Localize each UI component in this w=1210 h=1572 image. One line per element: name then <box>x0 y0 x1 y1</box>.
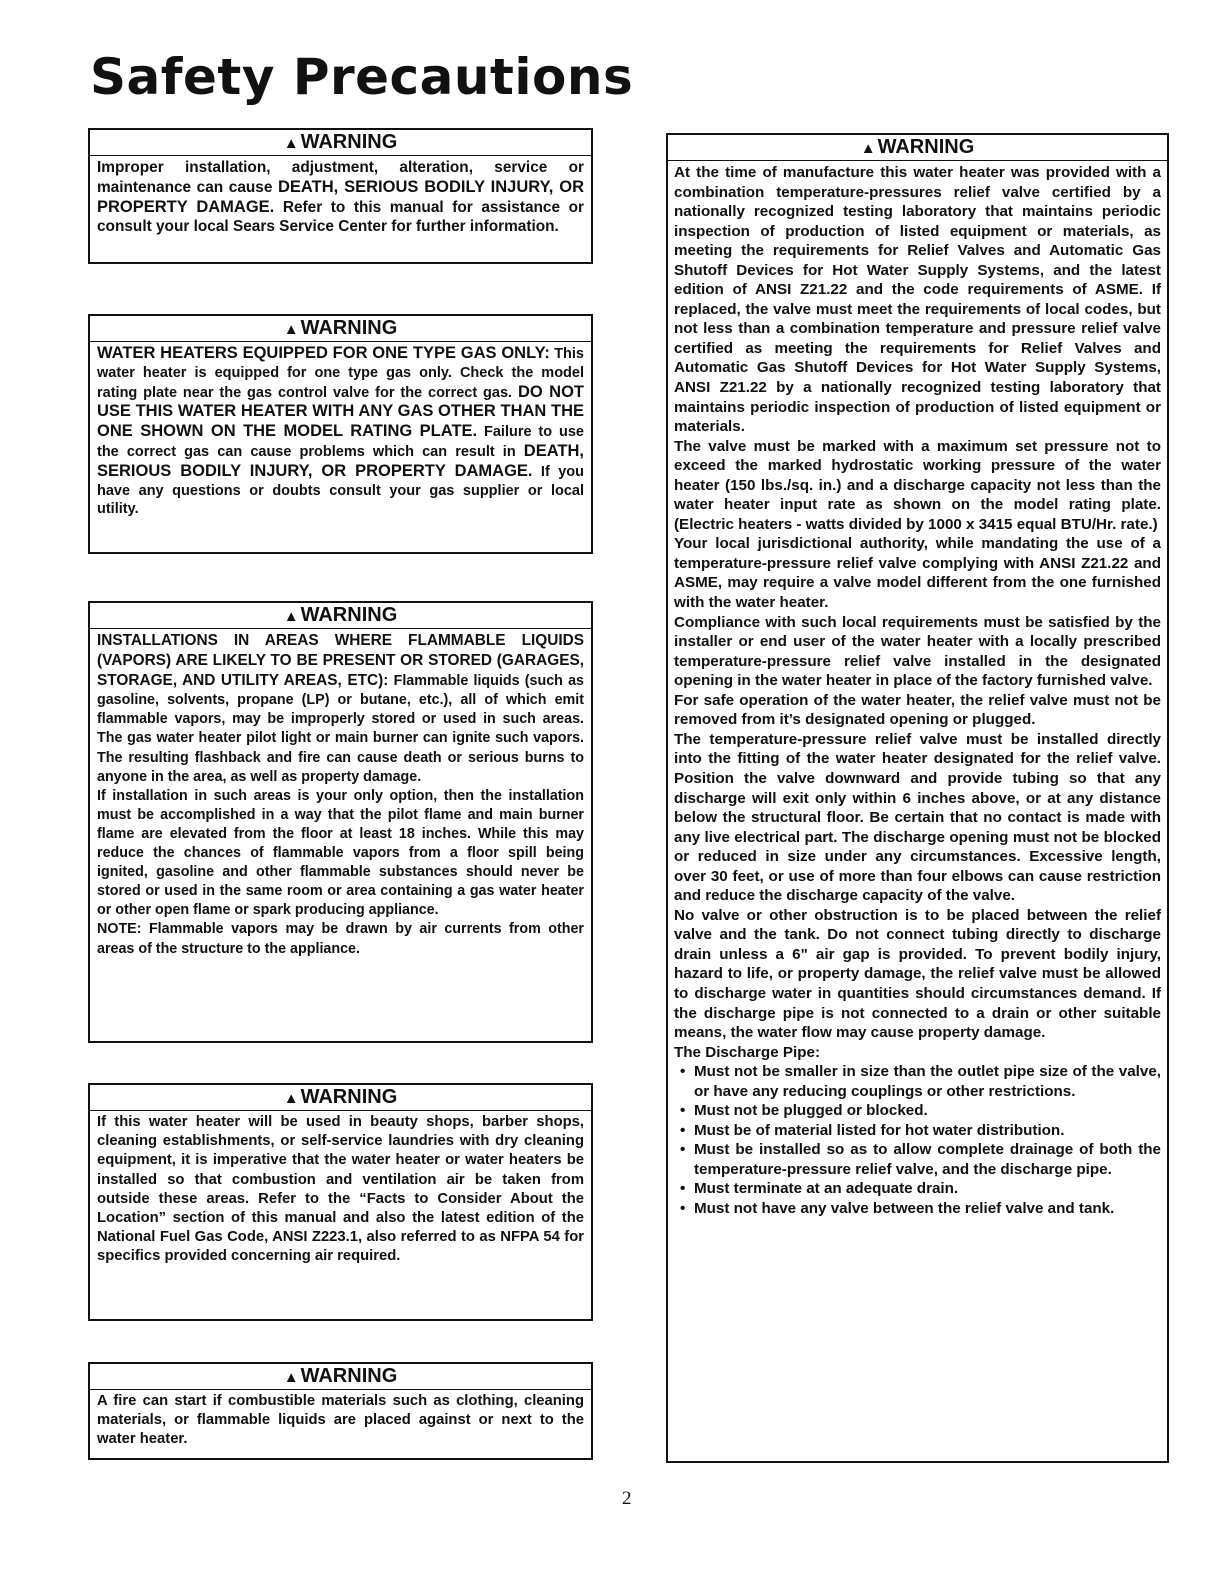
warning-label: WARNING <box>300 317 398 339</box>
list-item: • Must be installed so as to allow complete drainage of both the temperature-pressure relief valve, and the discharge pipe. <box>674 1140 1161 1179</box>
page-number: 2 <box>622 1488 632 1509</box>
warning-label: WARNING <box>300 1086 398 1108</box>
warning-triangle-icon: ▲ <box>283 321 299 338</box>
warning-header <box>90 1085 591 1111</box>
warning-box-gas-type <box>88 314 593 554</box>
warning-header <box>90 603 591 629</box>
list-item: • Must not have any valve between the relief valve and tank. <box>674 1199 1161 1219</box>
warning-header <box>90 1364 591 1390</box>
warning-triangle-icon: ▲ <box>283 135 299 152</box>
warning-text: If this water heater will be used in beauty shops, barber shops, cleaning establishments, or self-service laundries with dry cleaning equipment, it is imperative that the water heater or water heaters be installed so that combustion and ventilation air be taken from outside these areas. Refer to the “Facts to Consider About the Location” section of this manual and also the latest edition of the National Fuel Gas Code, ANSI Z223.1, also referred to as NFPA 54 for specifics provided concerning air required. <box>97 1114 584 1265</box>
warning-text: Improper installation, adjustment, alteration, service or maintenance can cause DEATH, SERIOUS BODILY INJURY, OR PROPERTY DAMAGE. Refer to this manual for assistance or consult your local Sears Service Center for further information. <box>97 159 584 236</box>
warning-triangle-icon: ▲ <box>283 608 299 625</box>
discharge-pipe-list <box>674 1062 1161 1218</box>
list-item: • Must terminate at an adequate drain. <box>674 1179 1161 1199</box>
warning-box-service <box>88 128 593 264</box>
warning-box-fire <box>88 1362 593 1460</box>
warning-text: INSTALLATIONS IN AREAS WHERE FLAMMABLE LIQUIDS (VAPORS) ARE LIKELY TO BE PRESENT OR STORED (GARAGES, STORAGE, AND UTILITY AREAS, ETC): Flammable liquids (such as gasoline, solvents, propane (LP) or butane, etc.), all of which emit flammable vapors, may be improperly stored or used in such areas. The gas water heater pilot light or main burner can ignite such vapors. The resulting flashback and fire can cause death or serious burns to anyone in the area, as well as property damage. If installation in such areas is your only option, then the installation must be accomplished in a way that the pilot flame and main burner flame are elevated from the floor at least 18 inches. While this may reduce the chances of flammable vapors from a floor spill being ignited, gasoline and other flammable substances should never be stored or used in the same room or area containing a gas water heater or other open flame or spark producing appliance. NOTE: Flammable vapors may be drawn by air currents from other areas of the structure to the appliance. <box>97 632 584 957</box>
page-title: Safety Precautions <box>90 48 634 106</box>
warning-box-relief-valve <box>666 133 1169 1463</box>
warning-label: WARNING <box>300 131 398 153</box>
warning-text: At the time of manufacture this water heater was provided with a combination temperature-pressures relief valve certified by a nationally recognized testing laboratory that maintains periodic inspection of production of listed equipment or materials, as meeting the requirements for Relief Valves and Automatic Gas Shutoff Devices for Hot Water Supply Systems, and the latest edition of ANSI Z21.22 and the code requirements of ASME. If replaced, the valve must meet the requirements of local codes, but not less than a combination temperature and pressure relief valve certified as meeting the requirements for Relief Valves and Automatic Gas Shutoff Devices for Hot Water Supply Systems, ANSI Z21.22 by a nationally recognized testing laboratory that maintains periodic inspection of production of listed equipment or materials. The valve must be marked with a maximum set pressure not to exceed the marked hydrostatic working pressure of the water heater (150 lbs./sq. in.) and a discharge capacity not less than the water heater input rate as shown on the model rating plate. (Electric heaters - watts divided by 1000 x 3415 equal BTU/Hr. rate.) Your local jurisdictional authority, while mandating the use of a temperature-pressure relief valve complying with ANSI Z21.22 and ASME, may require a valve model different from the one furnished with the water heater. Compliance with such local requirements must be satisfied by the installer or end user of the water heater with a locally prescribed temperature-pressure relief valve installed in the designated opening in the water heater in place of the factory furnished valve. For safe operation of the water heater, the relief valve must not be removed from it’s designated opening or plugged. The temperature-pressure relief valve must be installed directly into the fitting of the water heater designated for the relief valve. Position the valve downward and provide tubing so that any discharge will exit only within 6 inches above, or at any distance below the structural floor. Be certain that no contact is made with any live electrical part. The discharge opening must not be blocked or reduced in size under any circumstances. Excessive length, over 30 feet, or use of more than four elbows can cause restriction and reduce the discharge capacity of the valve. No valve or other obstruction is to be placed between the relief valve and the tank. Do not connect tubing directly to discharge drain unless a 6" air gap is provided. To prevent bodily injury, hazard to life, or property damage, the relief valve must be allowed to discharge water in quantities should circumstances demand. If the discharge pipe is not connected to a drain or other suitable means, the water flow may cause property damage. The Discharge Pipe: • Must not be smaller in size than the outlet pipe size of the valve, or have any reducing couplings or other restrictions. • Must not be plugged or blocked. • Must be of material listed for hot water distribution. • Must be installed so as to allow complete drainage of both the temperature-pressure relief valve, and the discharge pipe. • Must terminate at an adequate drain. • Must not have any valve between the relief valve and tank. <box>668 161 1167 1219</box>
warning-header <box>90 316 591 342</box>
warning-text: A fire can start if combustible materials such as clothing, cleaning materials, or flammable liquids are placed against or next to the water heater. <box>97 1393 584 1448</box>
warning-label: WARNING <box>300 1365 398 1387</box>
warning-triangle-icon: ▲ <box>283 1369 299 1386</box>
warning-triangle-icon: ▲ <box>860 140 876 157</box>
list-item: • Must not be plugged or blocked. <box>674 1101 1161 1121</box>
warning-triangle-icon: ▲ <box>283 1090 299 1107</box>
warning-header <box>668 135 1167 161</box>
warning-header <box>90 130 591 156</box>
warning-box-beauty-shops <box>88 1083 593 1321</box>
list-item: • Must not be smaller in size than the outlet pipe size of the valve, or have any reducing couplings or other restrictions. <box>674 1062 1161 1101</box>
warning-label: WARNING <box>877 136 975 158</box>
list-item: • Must be of material listed for hot water distribution. <box>674 1121 1161 1141</box>
warning-text: WATER HEATERS EQUIPPED FOR ONE TYPE GAS ONLY: This water heater is equipped for one type gas only. Check the model rating plate near the gas control valve for the correct gas. DO NOT USE THIS WATER HEATER WITH ANY GAS OTHER THAN THE ONE SHOWN ON THE MODEL RATING PLATE. Failure to use the correct gas can cause problems which can result in DEATH, SERIOUS BODILY INJURY, OR PROPERTY DAMAGE. If you have any questions or doubts consult your gas supplier or local utility. <box>97 344 584 518</box>
warning-box-flammable <box>88 601 593 1043</box>
warning-label: WARNING <box>300 604 398 626</box>
